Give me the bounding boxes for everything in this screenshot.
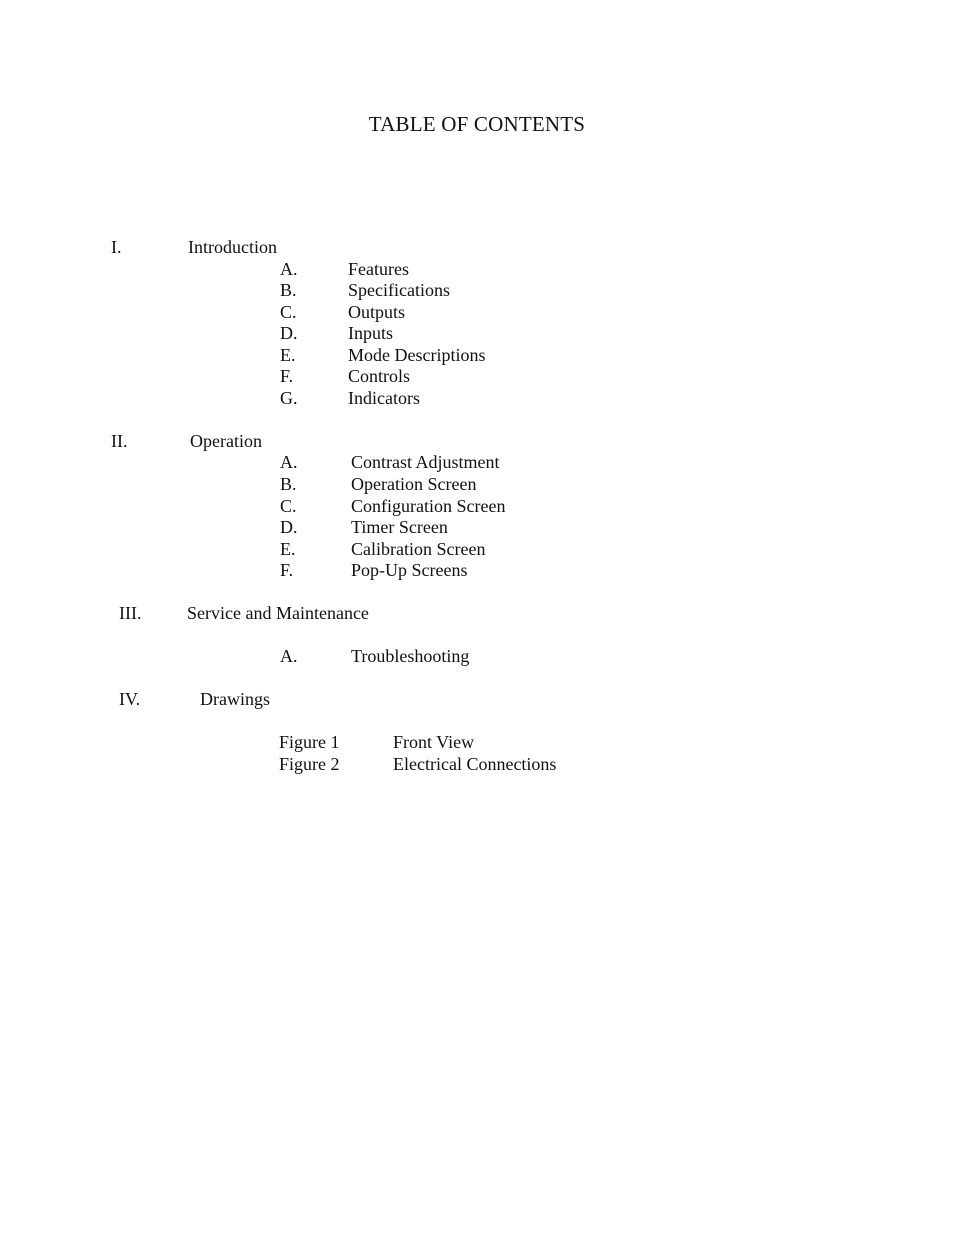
figure-label: Front View <box>393 732 475 752</box>
item-letter: D. <box>280 323 298 343</box>
item-label: Operation Screen <box>351 474 477 494</box>
item-label: Outputs <box>348 302 406 322</box>
item-label: Specifications <box>348 280 450 300</box>
item-letter: A. <box>280 646 298 666</box>
item-letter: A. <box>280 452 298 472</box>
section-numeral: IV. <box>119 689 141 709</box>
item-letter: F. <box>280 560 294 580</box>
item-label: Mode Descriptions <box>348 345 486 365</box>
section-title: Operation <box>190 431 262 451</box>
section-numeral: II. <box>111 431 128 451</box>
item-label: Inputs <box>348 323 393 343</box>
item-label: Contrast Adjustment <box>351 452 500 472</box>
page-title: TABLE OF CONTENTS <box>368 112 586 136</box>
item-letter: B. <box>280 280 297 300</box>
section-title: Drawings <box>200 689 270 709</box>
section-title: Introduction <box>188 237 277 257</box>
figure-label: Electrical Connections <box>393 754 557 774</box>
section-title: Service and Maintenance <box>187 603 369 623</box>
item-label: Indicators <box>348 388 420 408</box>
figure-number: Figure 1 <box>279 732 340 752</box>
section-numeral: I. <box>111 237 122 257</box>
item-label: Calibration Screen <box>351 539 486 559</box>
item-letter: G. <box>280 388 298 408</box>
item-label: Timer Screen <box>351 517 448 537</box>
item-letter: C. <box>280 302 297 322</box>
item-letter: B. <box>280 474 297 494</box>
item-label: Troubleshooting <box>351 646 470 666</box>
item-label: Features <box>348 259 409 279</box>
item-letter: E. <box>280 345 296 365</box>
section-numeral: III. <box>119 603 142 623</box>
figure-number: Figure 2 <box>279 754 340 774</box>
item-label: Configuration Screen <box>351 496 506 516</box>
item-letter: F. <box>280 366 294 386</box>
item-letter: C. <box>280 496 297 516</box>
item-label: Controls <box>348 366 411 386</box>
item-letter: D. <box>280 517 298 537</box>
item-letter: E. <box>280 539 296 559</box>
item-letter: A. <box>280 259 298 279</box>
item-label: Pop-Up Screens <box>351 560 468 580</box>
